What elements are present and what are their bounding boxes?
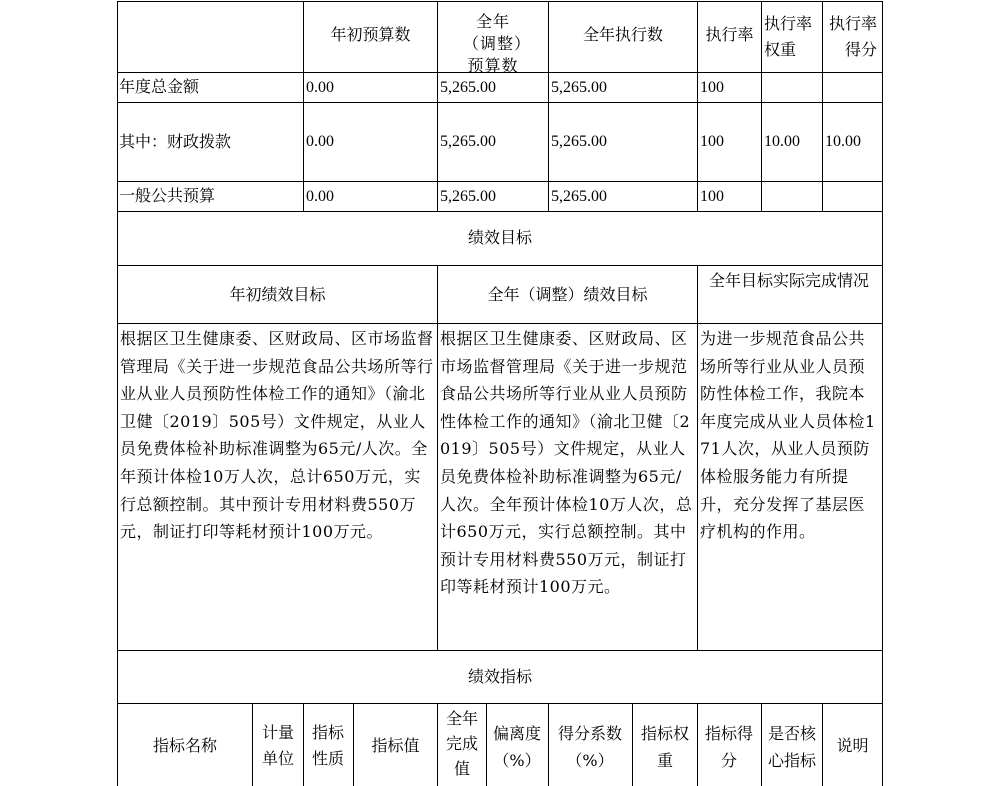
indicator-header-name: 指标名称: [152, 736, 217, 755]
grid-line: [437, 265, 438, 650]
grid-line: [117, 650, 882, 651]
grid-line: [761, 1, 762, 211]
row-label: 其中：财政拨款: [119, 132, 232, 151]
indicator-header-note: 说明: [836, 736, 869, 755]
row-execution: 5,265.00: [551, 188, 607, 205]
grid-line: [761, 703, 762, 786]
indicator-header-nature: 指标性质: [311, 723, 344, 768]
indicator-header-completed: 全年完成值: [445, 709, 478, 778]
goals-header-adjusted: 全年（调整）绩效目标: [487, 285, 648, 304]
indicator-header-coefficient: 得分系数（%）: [557, 724, 622, 770]
goals-header-actual: 全年目标实际完成情况: [708, 271, 869, 290]
row-adjusted: 5,265.00: [440, 133, 496, 150]
grid-line: [822, 1, 823, 211]
row-initial: 0.00: [306, 133, 334, 150]
row-score: 10.00: [825, 133, 861, 150]
indicator-header-score: 指标得分: [704, 724, 753, 770]
grid-line: [117, 211, 882, 212]
indicator-header-value: 指标值: [371, 736, 420, 755]
indicators-section-title: 绩效指标: [467, 667, 532, 686]
goals-adjusted-text: 根据区卫生健康委、区财政局、区市场监督管理局《关于进一步规范食品公共场所等行业从业人员预防性体检工作的通知》（渝北卫健〔2019〕505号）文件规定，从业人员免费体检补助标准调整为65元/人次。全年预计体检10万人次，总计650万元，实行总额控制。其中预计专用材料费550万元，制证打印等耗材预计100万元。: [440, 329, 693, 597]
header-adjusted-budget: 全年（调整）预算数: [462, 12, 523, 75]
row-initial: 0.00: [306, 79, 334, 96]
grid-line: [117, 323, 882, 324]
header-initial-budget: 年初预算数: [330, 25, 411, 44]
row-execution: 5,265.00: [551, 79, 607, 96]
grid-line: [697, 265, 698, 650]
row-rate: 100: [700, 133, 724, 150]
indicator-header-weight: 指标权重: [640, 724, 689, 770]
grid-line: [252, 703, 253, 786]
row-execution: 5,265.00: [551, 133, 607, 150]
grid-line: [117, 102, 882, 103]
row-adjusted: 5,265.00: [440, 188, 496, 205]
grid-line: [548, 703, 549, 786]
row-weight: 10.00: [764, 133, 800, 150]
goals-initial-text: 根据区卫生健康委、区财政局、区市场监督管理局《关于进一步规范食品公共场所等行业从业人员预防性体检工作的通知》（渝北卫健〔2019〕505号）文件规定，从业人员免费体检补助标准调整为65元/人次。全年预计体检10万人次，总计650万元，实行总额控制。其中预计专用材料费550万元，制证打印等耗材预计100万元。: [120, 329, 434, 542]
grid-line: [117, 1, 882, 2]
grid-line: [486, 703, 487, 786]
row-label: 年度总金额: [119, 77, 200, 96]
grid-line: [117, 181, 882, 182]
goals-section-title: 绩效目标: [467, 228, 532, 247]
grid-line: [632, 703, 633, 786]
goals-actual-text: 为进一步规范食品公共场所等行业从业人员预防性体检工作，我院本年度完成从业人员体检171人次，从业人员预防体检服务能力有所提升，充分发挥了基层医疗机构的作用。: [700, 329, 876, 542]
row-rate: 100: [700, 79, 724, 96]
indicator-header-unit: 计量单位: [261, 723, 294, 768]
row-rate: 100: [700, 188, 724, 205]
grid-line: [882, 1, 883, 786]
row-label: 一般公共预算: [119, 186, 216, 205]
grid-line: [697, 703, 698, 786]
indicator-header-core: 是否核心指标: [767, 724, 816, 770]
grid-line: [117, 265, 882, 266]
grid-line: [437, 703, 438, 786]
row-adjusted: 5,265.00: [440, 79, 496, 96]
header-weight: 执行率权重: [764, 14, 813, 59]
header-execution: 全年执行数: [582, 25, 663, 44]
indicator-header-deviation: 偏离度（%）: [492, 724, 541, 770]
goals-header-initial: 年初绩效目标: [229, 285, 326, 304]
header-score: 执行率得分: [828, 14, 877, 59]
grid-line: [303, 703, 304, 786]
grid-line: [437, 1, 438, 211]
header-rate: 执行率: [705, 25, 754, 44]
row-initial: 0.00: [306, 188, 334, 205]
grid-line: [117, 703, 882, 704]
